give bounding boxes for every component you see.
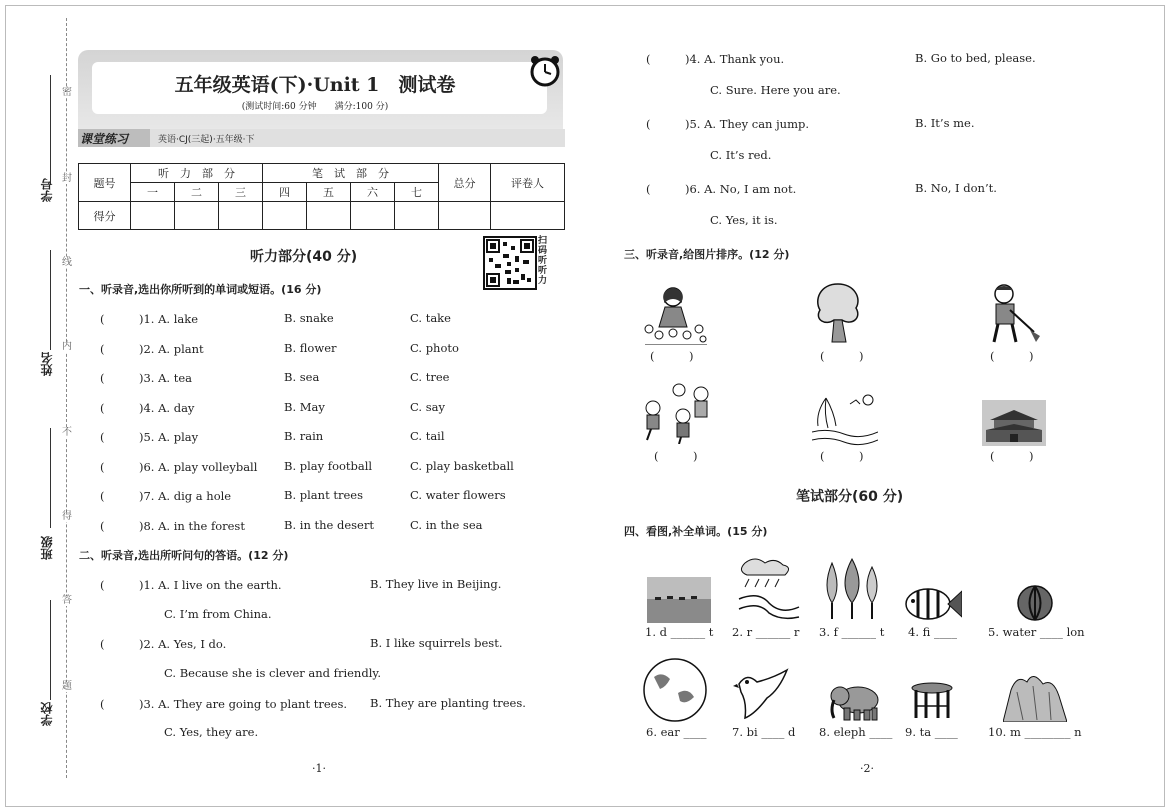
section-1-heading: 一、听录音,选出你所听到的单词或短语。(16 分) (79, 283, 322, 296)
bird-picture (733, 668, 791, 720)
seal-char: 线 (62, 257, 72, 268)
school-line (50, 600, 51, 700)
option-c: C. tree (410, 370, 450, 384)
question-s2-2: ( )2. A. Yes, I do. (100, 637, 227, 651)
question-number: 四 (263, 183, 307, 202)
option-c: C. play basketball (410, 459, 514, 473)
riverside-willow-picture (812, 392, 878, 446)
order-blank[interactable]: ( ) (990, 449, 1034, 463)
score-cell[interactable] (263, 202, 307, 230)
seal-char: 封 (62, 173, 72, 184)
river-picture (735, 555, 801, 621)
binding-line (66, 18, 67, 778)
score-cell[interactable] (439, 202, 491, 230)
question-s1-3: ( )3. A. tea (100, 371, 192, 385)
forest-picture (820, 557, 886, 621)
option-c: C. Yes, they are. (164, 725, 259, 739)
seal-char: 题 (62, 681, 72, 692)
school-label: 学校 (40, 702, 54, 726)
name-label: 姓名 (40, 352, 54, 376)
option-b: B. flower (284, 341, 337, 355)
watermelon-picture (1016, 584, 1054, 622)
option-b: B. It’s me. (915, 116, 975, 130)
order-blank[interactable]: ( ) (650, 349, 694, 363)
option-b: B. snake (284, 311, 334, 325)
earth-picture (642, 657, 708, 723)
word-blank-5: 5. water ____ lon (988, 625, 1085, 639)
option-b: B. May (284, 400, 325, 414)
girl-in-flowers-picture (643, 283, 709, 345)
seal-char: 内 (62, 341, 72, 352)
option-c: C. Yes, it is. (710, 213, 778, 227)
name-line (50, 250, 51, 350)
word-blank-10: 10. m ________ n (988, 725, 1082, 739)
student-id-label: 学号 (40, 178, 54, 202)
section-3-heading: 三、听录音,给图片排序。(12 分) (624, 248, 790, 261)
score-cell[interactable] (131, 202, 175, 230)
question-s1-8: ( )8. A. in the forest (100, 519, 245, 533)
question-number: 一 (131, 183, 175, 202)
seal-char: 答 (62, 595, 72, 606)
option-c: C. in the sea (410, 518, 483, 532)
option-b: B. plant trees (284, 488, 363, 502)
question-s1-2: ( )2. A. plant (100, 342, 204, 356)
score-table (78, 163, 565, 230)
page-number-left: ·1· (312, 762, 326, 775)
question-s2-5: ( )5. A. They can jump. (646, 117, 810, 131)
page-number-right: ·2· (860, 762, 874, 775)
score-table-header: 题号 (79, 164, 131, 202)
score-cell[interactable] (307, 202, 351, 230)
question-s1-1: ( )1. A. lake (100, 312, 199, 326)
question-s1-6: ( )6. A. play volleyball (100, 460, 258, 474)
order-blank[interactable]: ( ) (820, 349, 864, 363)
word-blank-8: 8. eleph ____ (819, 725, 893, 739)
option-c: C. water flowers (410, 488, 506, 502)
question-number: 五 (307, 183, 351, 202)
course-text: 英语·CJ(三起)·五年级·下 (158, 135, 255, 145)
question-number: 三 (219, 183, 263, 202)
tiananmen-picture (982, 400, 1046, 446)
option-c: C. Sure. Here you are. (710, 83, 841, 97)
option-c: C. tail (410, 429, 445, 443)
writing-part-title: 笔试部分(60 分) (796, 489, 904, 505)
seal-char: 密 (62, 87, 72, 98)
boy-digging-picture (980, 280, 1044, 344)
word-blank-3: 3. f ______ t (819, 625, 885, 639)
option-b: B. in the desert (284, 518, 374, 532)
question-number: 六 (351, 183, 395, 202)
writing-header: 笔 试 部 分 (263, 164, 439, 183)
option-b: B. No, I don’t. (915, 181, 997, 195)
section-4-heading: 四、看图,补全单词。(15 分) (624, 525, 768, 538)
option-b: B. I like squirrels best. (370, 636, 503, 650)
order-blank[interactable]: ( ) (820, 449, 864, 463)
question-s1-4: ( )4. A. day (100, 401, 195, 415)
grader-header: 评卷人 (491, 164, 565, 202)
word-blank-2: 2. r ______ r (732, 625, 800, 639)
score-cell[interactable] (491, 202, 565, 230)
score-cell[interactable] (395, 202, 439, 230)
word-blank-7: 7. bi ____ d (732, 725, 796, 739)
option-c: C. I’m from China. (164, 607, 272, 621)
option-b: B. sea (284, 370, 320, 384)
option-c: C. Because she is clever and friendly. (164, 666, 381, 680)
elephant-picture (828, 682, 882, 722)
option-c: C. It’s red. (710, 148, 772, 162)
score-cell[interactable] (219, 202, 263, 230)
question-number: 二 (175, 183, 219, 202)
word-blank-4: 4. fi ____ (908, 625, 957, 639)
score-cell[interactable] (175, 202, 219, 230)
option-b: B. They live in Beijing. (370, 577, 502, 591)
page-title: 五年级英语(下)·Unit 1 测试卷 (174, 74, 456, 96)
word-blank-6: 6. ear ____ (646, 725, 707, 739)
word-blank-1: 1. d ______ t (645, 625, 714, 639)
page-subtitle: (测试时间:60 分钟 满分:100 分) (241, 102, 389, 112)
class-line (50, 428, 51, 528)
question-s1-5: ( )5. A. play (100, 430, 199, 444)
qr-caption: 扫码听听力 (538, 236, 548, 286)
question-s1-7: ( )7. A. dig a hole (100, 489, 232, 503)
option-b: B. They are planting trees. (370, 696, 526, 710)
section-2-heading: 二、听录音,选出所听问句的答语。(12 分) (79, 549, 289, 562)
score-cell[interactable] (351, 202, 395, 230)
class-label: 班级 (40, 536, 54, 560)
option-b: B. rain (284, 429, 324, 443)
order-blank[interactable]: ( ) (990, 349, 1034, 363)
order-blank[interactable]: ( ) (654, 449, 698, 463)
option-b: B. Go to bed, please. (915, 51, 1036, 65)
question-s2-6: ( )6. A. No, I am not. (646, 182, 797, 196)
kids-playing-basketball-picture (641, 382, 721, 444)
question-s2-3: ( )3. A. They are going to plant trees. (100, 697, 348, 711)
total-header: 总分 (439, 164, 491, 202)
student-id-line (50, 75, 51, 185)
table-picture (910, 682, 954, 720)
desert-picture (647, 577, 711, 623)
question-s2-4: ( )4. A. Thank you. (646, 52, 785, 66)
option-c: C. photo (410, 341, 459, 355)
course-bar (78, 129, 565, 147)
seal-char: 得 (62, 511, 72, 522)
option-b: B. play football (284, 459, 373, 473)
course-logo: 课堂练习 (80, 132, 129, 146)
tree-picture (812, 280, 864, 344)
mountain-picture (1003, 668, 1067, 722)
option-c: C. say (410, 400, 445, 414)
score-row-label: 得分 (79, 202, 131, 230)
listening-part-title: 听力部分(40 分) (250, 249, 358, 265)
seal-char: 不 (62, 427, 72, 438)
alarm-clock-icon (527, 52, 563, 88)
option-c: C. take (410, 311, 451, 325)
listening-header: 听 力 部 分 (131, 164, 263, 183)
question-number: 七 (395, 183, 439, 202)
fish-picture (904, 585, 962, 623)
qr-code (483, 236, 537, 290)
question-s2-1: ( )1. A. I live on the earth. (100, 578, 282, 592)
word-blank-9: 9. ta ____ (905, 725, 958, 739)
